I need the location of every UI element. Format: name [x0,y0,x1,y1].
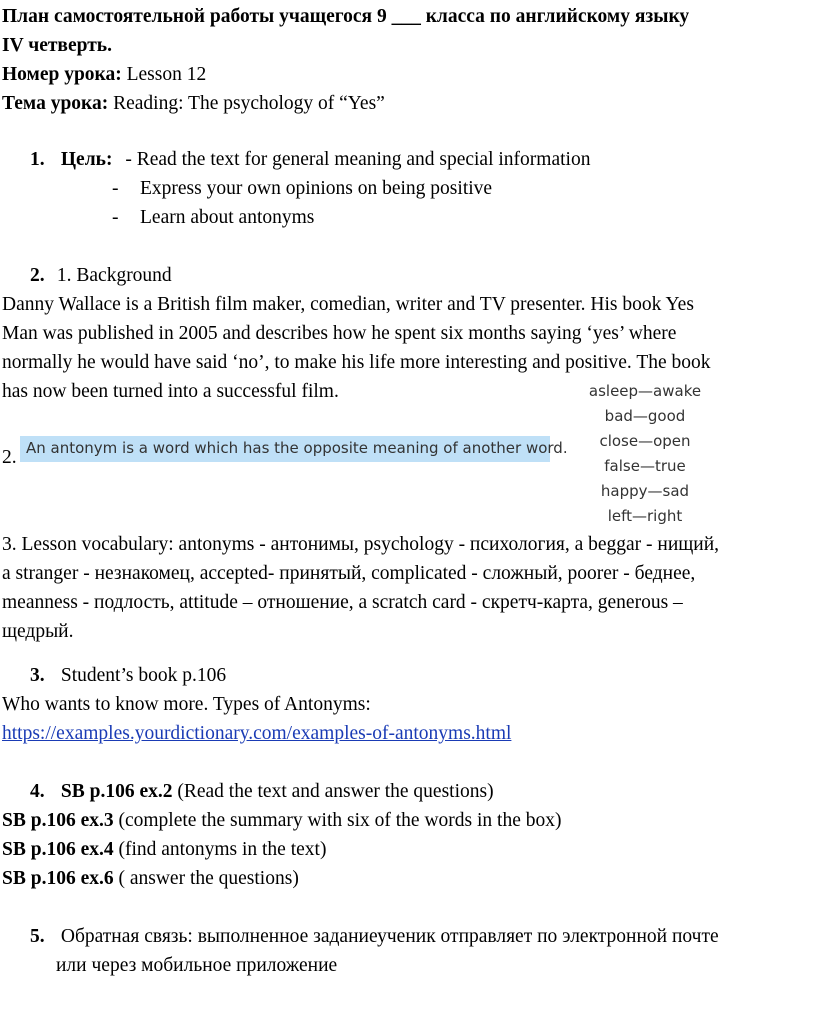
antonyms-link-row [2,719,511,748]
task-desc: (complete the summary with six of the words in the box) [113,810,562,831]
antonym-pair: left—right [607,507,683,525]
lesson-number [2,60,206,89]
lesson-topic-label: Тема урока: [2,93,109,114]
task-ref: SB p.106 ex.3 [2,810,114,831]
background-para-line1: Danny Wallace is a British film maker, comedian, writer and TV presenter. His book Yes [2,294,694,315]
item2-label: 2. [2,447,17,468]
task-row-3 [2,835,326,864]
task-ref: SB p.106 ex.2 [60,781,173,802]
task-row-4 [2,864,299,893]
section3-row [30,661,226,690]
feedback-line1: Обратная связь: выполненное заданиеученик отправляет по электронной почте [60,926,719,947]
section5-number: 5. [30,926,45,947]
goal-row [30,145,590,174]
antonym-definition-callout [20,436,568,462]
background-para-line4: has now been turned into a successful film. [2,381,339,402]
background-para-line2: Man was published in 2005 and describes how he spent six months saying ‘yes’ where [2,323,677,344]
antonym-pair: asleep—awake [588,382,702,400]
feedback-row [30,922,719,951]
task-desc: (find antonyms in the text) [113,839,327,860]
antonym-pair: happy—sad [600,482,690,500]
goal-item-1: - Read the text for general meaning and special information [125,149,591,170]
goal-number: 1. [30,149,45,170]
section4-number: 4. [30,781,45,802]
lesson-number-value: Lesson 12 [121,64,207,85]
goal-dash-3: - [112,207,119,228]
goal-item-2: Express your own opinions on being positive [140,178,493,199]
task-desc: (Read the text and answer the questions) [172,781,494,802]
lesson-topic-value: Reading: The psychology of “Yes” [108,93,385,114]
section3-line2: Who wants to know more. Types of Antonyms: [2,694,371,715]
task-row-1 [30,777,494,806]
section2-heading-text: 1. Background [52,265,172,286]
antonyms-link[interactable]: https://examples.yourdictionary.com/examples-of-antonyms.html [2,723,512,744]
antonym-pair: false—true [604,457,686,475]
lesson-number-label: Номер урока: [2,64,122,85]
task-ref: SB p.106 ex.4 [2,839,114,860]
vocab-line2: a stranger - незнакомец, accepted- принятый, complicated - сложный, poorer - беднее, [2,563,696,584]
section3-text: Student’s book p.106 [60,665,227,686]
vocab-line4: щедрый. [2,621,74,642]
callout-text: An antonym is a word which has the opposite meaning of another word. [26,439,568,457]
section3-number: 3. [30,665,45,686]
lesson-topic [2,89,385,118]
vocab-line3: meanness - подлость, attitude – отношение, a scratch card - скретч-карта, generous – [2,592,683,613]
feedback-line2: или через мобильное приложение [56,955,338,976]
goal-item-3: Learn about antonyms [140,207,315,228]
document-title-line1: План самостоятельной работы учащегося 9 ___ класса по английскому языку [2,6,690,27]
task-row-2 [2,806,561,835]
task-desc: ( answer the questions) [113,868,299,889]
background-para-line3: normally he would have said ‘no’, to make his life more interesting and positive. The book [2,352,711,373]
vocab-line1: 3. Lesson vocabulary: antonyms - антонимы, psychology - психология, a beggar - нищий, [2,534,720,555]
section2-heading [30,261,172,290]
antonym-pair: close—open [599,432,691,450]
document-title-line2: IV четверть. [2,35,112,56]
task-ref: SB p.106 ex.6 [2,868,114,889]
goal-label: Цель: [60,149,113,170]
section2-number: 2. [30,265,45,286]
antonym-pair: bad—good [604,407,686,425]
goal-dash-2: - [112,178,119,199]
